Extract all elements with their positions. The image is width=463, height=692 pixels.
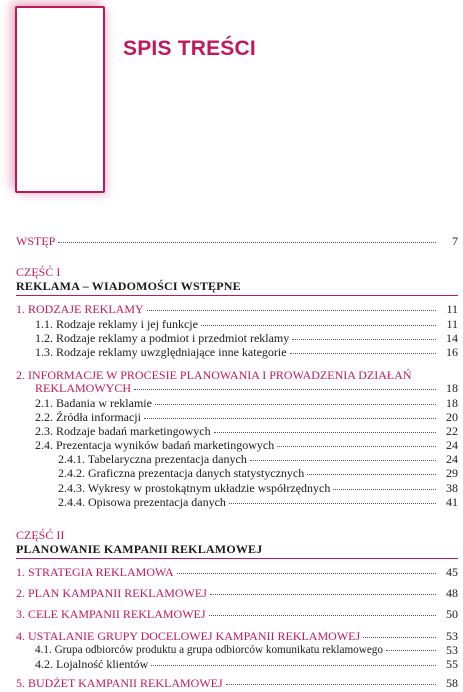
toc-section-1-1-2[interactable] (0, 331, 463, 345)
toc-entry-label: 5. BUDŻET KAMPANII REKLAMOWEJ (16, 676, 223, 690)
toc-section-2-4-2[interactable] (0, 657, 463, 671)
toc-section-2-4-1[interactable] (0, 643, 463, 657)
leader-dots (292, 338, 436, 340)
toc-chapter-2-2[interactable] (0, 586, 463, 600)
toc-entry-label: 1.3. Rodzaje reklamy uwzględniające inne kategorie (35, 345, 287, 359)
leader-dots (209, 614, 436, 616)
leader-dots (201, 324, 436, 326)
part-2-title: PLANOWANIE KAMPANII REKLAMOWEJ (16, 542, 263, 556)
leader-dots (155, 403, 436, 405)
toc-page-number: 45 (446, 565, 458, 579)
toc-entry-label: 2.4.1. Tabelaryczna prezentacja danych (58, 452, 247, 466)
toc-chapter-2-3[interactable] (0, 607, 463, 621)
toc-page-number: 38 (446, 481, 458, 495)
toc-entry-label: 4.2. Lojalność klientów (35, 657, 149, 671)
page-title: SPIS TREŚCI (123, 37, 256, 60)
part-1-divider (16, 295, 458, 296)
leader-dots (151, 664, 436, 666)
leader-dots (363, 636, 436, 638)
toc-page-number: 11 (446, 302, 458, 316)
toc-entry-label: 2. PLAN KAMPANII REKLAMOWEJ (16, 586, 207, 600)
toc-entry-label: 3. CELE KAMPANII REKLAMOWEJ (16, 607, 206, 621)
leader-dots (226, 683, 436, 685)
leader-dots (177, 572, 436, 574)
toc-section-1-2-1[interactable] (0, 396, 463, 410)
toc-page-number: 16 (446, 345, 458, 359)
decorative-frame (15, 6, 105, 193)
toc-section-1-1-3[interactable] (0, 345, 463, 359)
toc-entry-label: 4.1. Grupa odbiorców produktu a grupa odbiorców komunikatu reklamowego (35, 644, 383, 656)
toc-page-number: 11 (446, 317, 458, 331)
toc-page-number: 20 (446, 410, 458, 424)
toc-entry-label: REKLAMOWYCH (35, 381, 131, 395)
toc-page-number: 24 (446, 452, 458, 466)
toc-entry-label: 2.4.4. Opisowa prezentacja danych (58, 495, 226, 509)
leader-dots (210, 593, 436, 595)
toc-entry-label: WSTĘP (16, 234, 56, 248)
toc-chapter-1-2-line2[interactable] (0, 381, 463, 395)
leader-dots (214, 431, 436, 433)
leader-dots (229, 502, 436, 504)
toc-chapter-2-1[interactable] (0, 565, 463, 579)
toc-page-number: 53 (446, 643, 458, 657)
toc-page-number: 55 (446, 657, 458, 671)
part-2-label: CZĘŚĆ II (16, 528, 65, 542)
toc-entry-label: 2.4.3. Wykresy w prostokątnym układzie współrzędnych (58, 481, 331, 495)
leader-dots (290, 352, 436, 354)
toc-page-number: 29 (446, 466, 458, 480)
toc-page-number: 22 (446, 424, 458, 438)
toc-chapter-2-5[interactable] (0, 676, 463, 690)
toc-subsection-2-4-4[interactable] (0, 495, 463, 509)
leader-dots (134, 388, 436, 390)
toc-section-1-2-2[interactable] (0, 410, 463, 424)
toc-entry-label: 2.4. Prezentacja wyników badań marketingowych (35, 438, 275, 452)
toc-subsection-2-4-1[interactable] (0, 452, 463, 466)
toc-page-number: 18 (446, 381, 458, 395)
toc-chapter-1-1[interactable] (0, 302, 463, 316)
toc-chapter-2-4[interactable] (0, 629, 463, 643)
toc-page-number: 18 (446, 396, 458, 410)
toc-entry-label: 1. STRATEGIA REKLAMOWA (16, 565, 174, 579)
leader-dots (307, 473, 436, 475)
toc-entry-label: 2.4.2. Graficzna prezentacja danych statystycznych (58, 466, 305, 480)
toc-entry-label: 2.3. Rodzaje badań marketingowych (35, 424, 211, 438)
leader-dots (386, 649, 436, 651)
toc-entry-label: 2.1. Badania w reklamie (35, 396, 152, 410)
toc-page-number: 53 (446, 629, 458, 643)
toc-entry-label: 4. USTALANIE GRUPY DOCELOWEJ KAMPANII REKLAMOWEJ (16, 629, 361, 643)
toc-page-number: 41 (446, 495, 458, 509)
toc-page-number: 50 (446, 607, 458, 621)
part-1-label: CZĘŚĆ I (16, 265, 61, 279)
toc-section-1-2-4[interactable] (0, 438, 463, 452)
toc-entry-label: 1. RODZAJE REKLAMY (16, 302, 144, 316)
toc-chapter-1-2-line1[interactable] (0, 368, 463, 382)
leader-dots (58, 241, 436, 243)
toc-page-number: 14 (446, 331, 458, 345)
part-2-divider (16, 558, 458, 559)
part-1-title: REKLAMA – WIADOMOŚCI WSTĘPNE (16, 279, 241, 293)
toc-section-1-1-1[interactable] (0, 317, 463, 331)
toc-entry-label: 2. INFORMACJE W PROCESIE PLANOWANIA I PROWADZENIA DZIAŁAŃ (16, 368, 412, 382)
toc-page-number: 48 (446, 586, 458, 600)
toc-page-number: 7 (452, 234, 458, 248)
leader-dots (250, 459, 436, 461)
leader-dots (147, 309, 436, 311)
leader-dots (277, 445, 436, 447)
toc-subsection-2-4-2[interactable] (0, 466, 463, 480)
leader-dots (333, 488, 436, 490)
toc-subsection-2-4-3[interactable] (0, 481, 463, 495)
toc-entry-intro[interactable] (0, 234, 463, 248)
toc-entry-label: 1.1. Rodzaje reklamy i jej funkcje (35, 317, 198, 331)
toc-entry-label: 1.2. Rodzaje reklamy a podmiot i przedmiot reklamy (35, 331, 290, 345)
toc-entry-label: 2.2. Źródła informacji (35, 410, 141, 424)
leader-dots (144, 417, 436, 419)
toc-section-1-2-3[interactable] (0, 424, 463, 438)
toc-page-number: 58 (446, 676, 458, 690)
toc-page-number: 24 (446, 438, 458, 452)
